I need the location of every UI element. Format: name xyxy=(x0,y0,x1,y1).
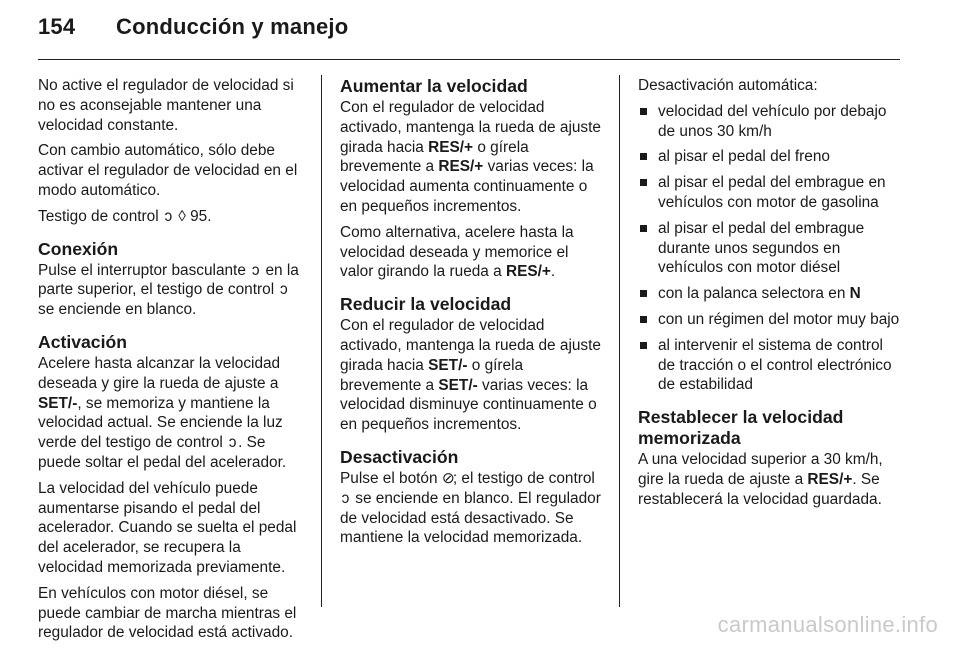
list-item: con un régimen del motor muy bajo xyxy=(638,310,902,330)
paragraph: Desactivación automática: xyxy=(638,77,818,94)
list-item: al pisar el pedal del embrague en vehículos con motor de gasolina xyxy=(638,173,902,213)
bullet-square-icon xyxy=(640,153,647,160)
section-heading: Desactivación xyxy=(340,446,459,467)
header-divider xyxy=(38,59,900,60)
paragraph: Testigo de control ɔ ◊ 95. xyxy=(38,207,212,225)
cruise-control-icon: ɔ xyxy=(164,207,173,225)
section-heading: Restablecer la velocidad memorizada xyxy=(638,407,844,449)
bullet-square-icon xyxy=(640,342,647,349)
column-right xyxy=(638,76,902,516)
cruise-control-icon: ɔ xyxy=(251,261,260,279)
bullet-square-icon xyxy=(640,225,647,232)
watermark: carmanualsonline.info xyxy=(717,612,938,637)
paragraph: Pulse el botón ⊘; el testigo de control ɔ se enciende en blanco. El regulador de velocidad está desactivado. Se mantiene la velocidad memorizada. xyxy=(340,469,601,547)
list-item: al pisar el pedal del embrague durante unos segundos en vehículos con motor diésel xyxy=(638,219,902,278)
paragraph: No active el regulador de velocidad si no es aconsejable mantener una velocidad constante. xyxy=(38,77,294,134)
paragraph: Con cambio automático, sólo debe activar el regulador de velocidad en el modo automático. xyxy=(38,142,298,199)
page-header xyxy=(38,14,348,40)
cancel-button-icon: ⊘ xyxy=(441,469,455,487)
paragraph: Con el regulador de velocidad activado, mantenga la rueda de ajuste girada hacia SET/- o gírela brevemente a SET/- varias veces: la velocidad disminuye continuamente o en pequeños incrementos. xyxy=(340,317,601,434)
column-left xyxy=(38,76,306,649)
cruise-control-icon: ɔ xyxy=(228,434,237,452)
column-divider xyxy=(619,75,620,607)
list-item: al pisar el pedal del freno xyxy=(638,147,902,167)
column-middle xyxy=(340,76,606,554)
paragraph: La velocidad del vehículo puede aumentarse pisando el pedal del acelerador. Cuando se suelta el pedal del acelerador, se recupera la velocidad memorizada previamente. xyxy=(38,479,297,576)
paragraph: Como alternativa, acelere hasta la velocidad deseada y memorice el valor girando la rueda a RES/+. xyxy=(340,223,574,281)
page-number: 154 xyxy=(38,14,76,39)
bullet-list xyxy=(638,102,902,395)
section-heading: Conexión xyxy=(38,238,119,259)
bullet-square-icon xyxy=(640,316,647,323)
section-heading: Activación xyxy=(38,331,127,352)
page-title: Conducción y manejo xyxy=(116,14,349,39)
paragraph: Pulse el interruptor basculante ɔ en la parte superior, el testigo de control ɔ se enciende en blanco. xyxy=(38,261,299,319)
list-item: con la palanca selectora en N xyxy=(638,284,902,304)
page-reference-icon: ◊ xyxy=(178,207,186,225)
paragraph: Con el regulador de velocidad activado, mantenga la rueda de ajuste girada hacia RES/+ o gírela brevemente a RES/+ varias veces: la velocidad aumenta continuamente o en pequeños incrementos. xyxy=(340,99,601,215)
paragraph: A una velocidad superior a 30 km/h, gire la rueda de ajuste a RES/+. Se restablecerá la velocidad guardada. xyxy=(638,451,883,508)
bullet-square-icon xyxy=(640,179,647,186)
bullet-square-icon xyxy=(640,108,647,115)
bullet-square-icon xyxy=(640,290,647,297)
list-item: velocidad del vehículo por debajo de unos 30 km/h xyxy=(638,102,902,142)
list-item: al intervenir el sistema de control de tracción o el control electrónico de estabilidad xyxy=(638,336,902,395)
paragraph: En vehículos con motor diésel, se puede cambiar de marcha mientras el regulador de velocidad está activado. xyxy=(38,584,297,642)
cruise-control-icon: ɔ xyxy=(341,489,350,507)
section-heading: Aumentar la velocidad xyxy=(340,76,528,96)
section-heading: Reducir la velocidad xyxy=(340,294,512,315)
column-divider xyxy=(321,75,322,607)
paragraph: Acelere hasta alcanzar la velocidad deseada y gire la rueda de ajuste a SET/-, se memoriza y mantiene la velocidad actual. Se enciende la luz verde del testigo de control ɔ . Se puede soltar el pedal del acelerador. xyxy=(38,354,287,471)
cruise-control-icon: ɔ xyxy=(280,281,288,299)
